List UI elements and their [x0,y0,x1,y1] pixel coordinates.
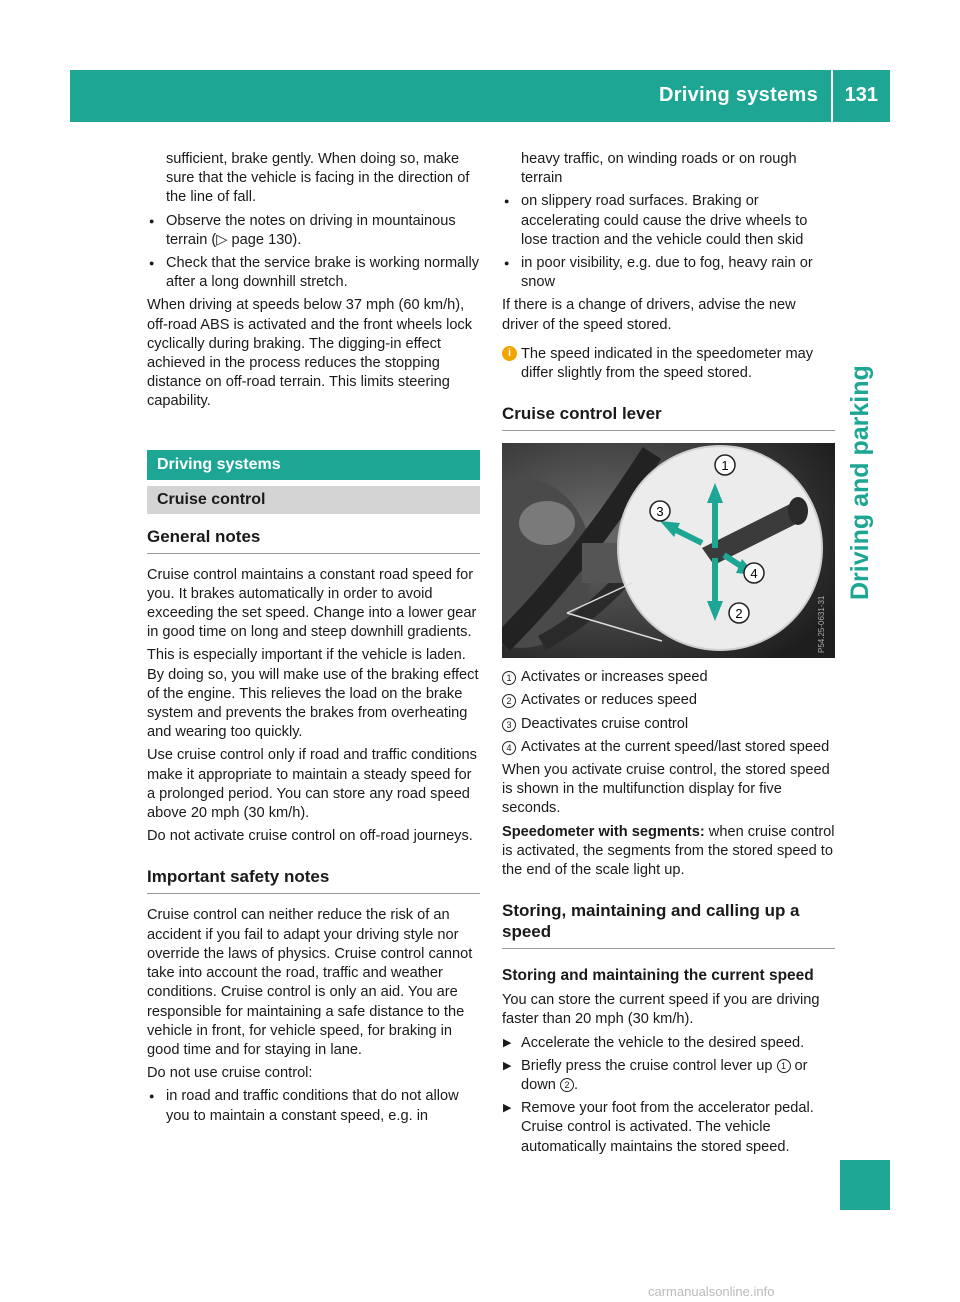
left-column [147,150,480,1130]
paragraph: Use cruise control only if road and traffic conditions make it appropriate to maintain a steady speed for a prolonged period. You can store any road speed above 20 mph (30 km/h). [147,747,477,822]
speedometer-text: when cruise control is activated, the segments from the stored speed to the end of the scale light up. [502,823,835,879]
step-item: ▶ Accelerate the vehicle to the desired speed. [502,1034,835,1053]
callout-text: Deactivates cruise control [521,715,689,732]
info-note [502,345,835,383]
paragraph: Do not use cruise control: [147,1065,313,1082]
figure-label: 1 [721,458,729,474]
side-tab-square [840,1160,890,1210]
speedometer-paragraph [502,823,835,881]
side-tab [840,300,890,600]
figure-label: 3 [656,504,664,520]
paragraph: You can store the current speed if you are driving faster than 20 mph (30 km/h). [502,992,820,1028]
abs-paragraph: When driving at speeds below 37 mph (60 km/h), off-road ABS is activated and the front wheels lock cyclically during braking. The digging-in effect achieved in the process reduces the stopping distance on off-road terrain. This limits steering capability. [147,297,473,410]
list-item: ● Observe the notes on driving in mountainous terrain (▷ page 130). [147,212,480,250]
callout-label-1 [715,455,735,475]
header-bar [70,70,890,122]
figure-code: P54.25-0631-31 [817,595,826,654]
callout-item [502,691,835,710]
list-item: ● Check that the service brake is working normally after a long downhill stretch. [147,254,480,292]
watermark: carmanualsonline.info [648,1284,775,1299]
header-title: Driving systems [658,84,818,106]
step-item: ▶ Remove your foot from the accelerator pedal. Cruise control is activated. The vehicle automatically maintains the stored speed. [502,1099,835,1157]
figure-label: 2 [735,606,743,622]
callout-item [502,738,835,757]
step-item [502,1057,835,1095]
heading-storing: Storing, maintaining and calling up a speed [502,900,835,949]
heading-general-notes: General notes [147,526,480,554]
side-tab-label: Driving and parking [846,365,874,600]
lever-illustration [502,443,835,658]
heading-cruise-control-lever: Cruise control lever [502,403,835,431]
list-item: ● in poor visibility, e.g. due to fog, heavy rain or snow [502,254,835,292]
callout-number: 2 [502,694,516,708]
callout-number: 3 [502,718,516,732]
subsection-title-bar: Cruise control [147,486,480,514]
step-text: or down [521,1057,808,1094]
speedometer-bold-label: Speedometer with segments: [502,823,705,840]
callout-text: Activates at the current speed/last stored speed [521,738,830,755]
callout-item [502,715,835,734]
continued-paragraph: sufficient, brake gently. When doing so, make sure that the vehicle is facing in the direction of the line of fall. [166,151,470,206]
paragraph: This is especially important if the vehicle is laden. By doing so, you will make use of the braking effect of the engine. This relieves the load on the brake system and prevents the brakes from overheating and wearing too quickly. [147,647,479,741]
list-item: ● on slippery road surfaces. Braking or accelerating could cause the drive wheels to lose traction and the vehicle could then skid [502,192,835,250]
info-text: The speed indicated in the speedometer may differ slightly from the speed stored. [521,345,814,382]
callout-label-4 [744,563,764,583]
figure-label: 4 [750,566,758,582]
step-text: . [573,1077,579,1094]
page-number: 131 [844,84,878,106]
heading-storing-maintaining: Storing and maintaining the current speed [502,967,814,985]
paragraph: Cruise control can neither reduce the risk of an accident if you fail to adapt your driving style nor override the laws of physics. Cruise control cannot take into account the road, traffic and weather conditions. Cruise control is only an aid. You are responsible for maintaining a safe distance to the vehicle in front, for vehicle speed, for braking in good time and for staying in lane. [147,907,473,1058]
list-item: ● in road and traffic conditions that do not allow you to maintain a constant speed, e.g. in [147,1087,480,1125]
paragraph: Do not activate cruise control on off-road journeys. [147,828,473,845]
continued-bullet: heavy traffic, on winding roads or on rough terrain [521,151,797,187]
callout-label-2 [729,603,749,623]
paragraph: If there is a change of drivers, advise the new driver of the speed stored. [502,297,796,333]
callout-label-3 [650,501,670,521]
callout-item [502,668,835,687]
callout-text: Activates or increases speed [521,669,708,686]
callout-text: Activates or reduces speed [521,692,698,709]
section-title-bar: Driving systems [147,450,480,480]
paragraph: Cruise control maintains a constant road speed for you. It brakes automatically in order to avoid exceeding the set speed. Change into a lower gear in good time on long and steep downhill gradients. [147,566,477,641]
right-column [502,150,835,1161]
step-text: Briefly press the cruise control lever up [521,1057,777,1074]
callout-number: 1 [502,671,516,685]
heading-safety-notes: Important safety notes [147,866,480,894]
inline-callout-number: 2 [560,1078,574,1092]
callout-number: 4 [502,741,516,755]
info-icon: i [502,346,517,361]
inline-callout-number: 1 [777,1059,791,1073]
cruise-control-lever-figure [502,443,835,658]
header-divider [831,70,833,122]
paragraph: When you activate cruise control, the stored speed is shown in the multifunction display for five seconds. [502,762,830,817]
